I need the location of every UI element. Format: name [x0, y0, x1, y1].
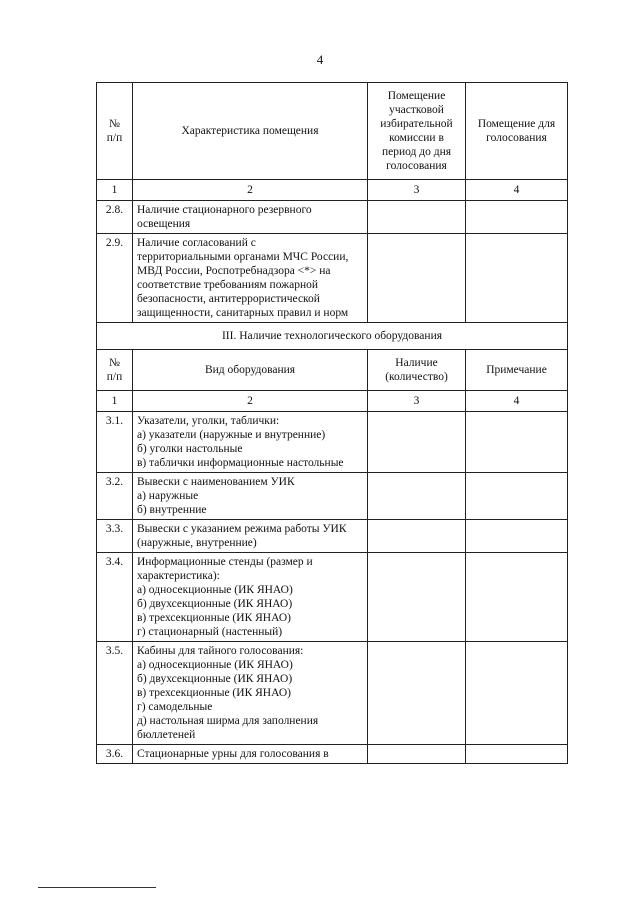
empty-value-cell — [368, 234, 466, 323]
index-cell: 1 — [97, 180, 133, 201]
description-line: в) трехсекционные (ИК ЯНАО) — [137, 687, 291, 699]
empty-value-cell — [466, 201, 568, 234]
table-row — [97, 201, 568, 234]
empty-value-cell — [368, 520, 466, 553]
row-number: 3.3. — [97, 520, 133, 553]
row-number: 3.4. — [97, 553, 133, 642]
description-line: а) односекционные (ИК ЯНАО) — [137, 584, 293, 596]
description-line: МВД России, Роспотребнадзора <*> на — [137, 265, 331, 277]
empty-value-cell — [466, 553, 568, 642]
description-line: г) самодельные — [137, 701, 213, 713]
table-row — [97, 642, 568, 745]
empty-value-cell — [368, 201, 466, 234]
empty-value-cell — [368, 473, 466, 520]
table-header-row — [97, 83, 568, 180]
description-line: защищенности, санитарных правил и норм — [137, 307, 349, 319]
description-line: б) уголки настольные — [137, 443, 243, 455]
description-line: Вывески с наименованием УИК — [137, 476, 295, 488]
description-line: в) трехсекционные (ИК ЯНАО) — [137, 612, 291, 624]
description-line: Указатели, уголки, таблички: — [137, 415, 280, 427]
empty-value-cell — [368, 642, 466, 745]
row-number: 3.2. — [97, 473, 133, 520]
empty-value-cell — [466, 642, 568, 745]
row-number: 2.8. — [97, 201, 133, 234]
index-cell: 4 — [466, 180, 568, 201]
header-characteristic-cell: Характеристика помещения — [133, 83, 368, 180]
description-line: д) настольная ширма для заполнения — [137, 715, 319, 727]
description-line: Вывески с указанием режима работы УИК — [137, 523, 347, 535]
description-line: территориальными органами МЧС России, — [137, 251, 349, 263]
table-row — [97, 412, 568, 473]
description-line: б) двухсекционные (ИК ЯНАО) — [137, 598, 293, 610]
description-line: Информационные стенды (размер и — [137, 556, 313, 568]
header-note-cell: Примечание — [466, 350, 568, 391]
description-line: Стационарные урны для голосования в — [137, 748, 329, 760]
description-line: соответствие требованиям пожарной — [137, 279, 319, 291]
column-index-row — [97, 391, 568, 412]
row-description — [133, 642, 368, 745]
row-number: 3.1. — [97, 412, 133, 473]
row-description — [133, 745, 368, 764]
section-title: III. Наличие технологического оборудования — [97, 323, 568, 350]
section-title-row — [97, 323, 568, 350]
row-number: 3.6. — [97, 745, 133, 764]
header-num-cell: № п/п — [97, 350, 133, 391]
footnote-separator — [38, 887, 156, 888]
row-description — [133, 473, 368, 520]
description-line: б) внутренние — [137, 504, 207, 516]
table-row — [97, 520, 568, 553]
index-cell: 2 — [133, 180, 368, 201]
page-number: 4 — [316, 52, 324, 67]
empty-value-cell — [466, 745, 568, 764]
row-number: 2.9. — [97, 234, 133, 323]
table-row — [97, 553, 568, 642]
header-equipment-type-cell: Вид оборудования — [133, 350, 368, 391]
table-row — [97, 745, 568, 764]
empty-value-cell — [466, 473, 568, 520]
index-cell: 4 — [466, 391, 568, 412]
index-cell: 2 — [133, 391, 368, 412]
empty-value-cell — [368, 412, 466, 473]
description-line: в) таблички информационные настольные — [137, 457, 344, 469]
table-row — [97, 234, 568, 323]
description-line: г) стационарный (настенный) — [137, 626, 283, 638]
index-cell: 1 — [97, 391, 133, 412]
description-line: а) односекционные (ИК ЯНАО) — [137, 659, 293, 671]
description-line: освещения — [137, 218, 191, 230]
header-commission-premises-cell: Помещение участковой избирательной комиссии в период до дня голосования — [368, 83, 466, 180]
empty-value-cell — [368, 745, 466, 764]
empty-value-cell — [368, 553, 466, 642]
equipment-header-row — [97, 350, 568, 391]
header-voting-premises-cell: Помещение для голосования — [466, 83, 568, 180]
description-line: а) наружные — [137, 490, 199, 502]
table-row — [97, 473, 568, 520]
header-availability-cell: Наличие (количество) — [368, 350, 466, 391]
header-num-cell: № п/п — [97, 83, 133, 180]
description-line: Наличие согласований с — [137, 237, 256, 249]
row-description — [133, 412, 368, 473]
index-cell: 3 — [368, 180, 466, 201]
description-line: (наружные, внутренние) — [137, 537, 257, 549]
description-line: характеристика): — [137, 570, 220, 582]
description-line: б) двухсекционные (ИК ЯНАО) — [137, 673, 293, 685]
description-line: Наличие стационарного резервного — [137, 204, 312, 216]
row-number: 3.5. — [97, 642, 133, 745]
description-line: а) указатели (наружные и внутренние) — [137, 429, 326, 441]
empty-value-cell — [466, 234, 568, 323]
row-description — [133, 201, 368, 234]
equipment-table — [96, 82, 568, 764]
row-description — [133, 520, 368, 553]
empty-value-cell — [466, 412, 568, 473]
empty-value-cell — [466, 520, 568, 553]
row-description — [133, 553, 368, 642]
description-line: бюллетеней — [137, 729, 196, 741]
column-index-row — [97, 180, 568, 201]
row-description — [133, 234, 368, 323]
description-line: Кабины для тайного голосования: — [137, 645, 304, 657]
description-line: безопасности, антитеррористической — [137, 293, 320, 305]
index-cell: 3 — [368, 391, 466, 412]
